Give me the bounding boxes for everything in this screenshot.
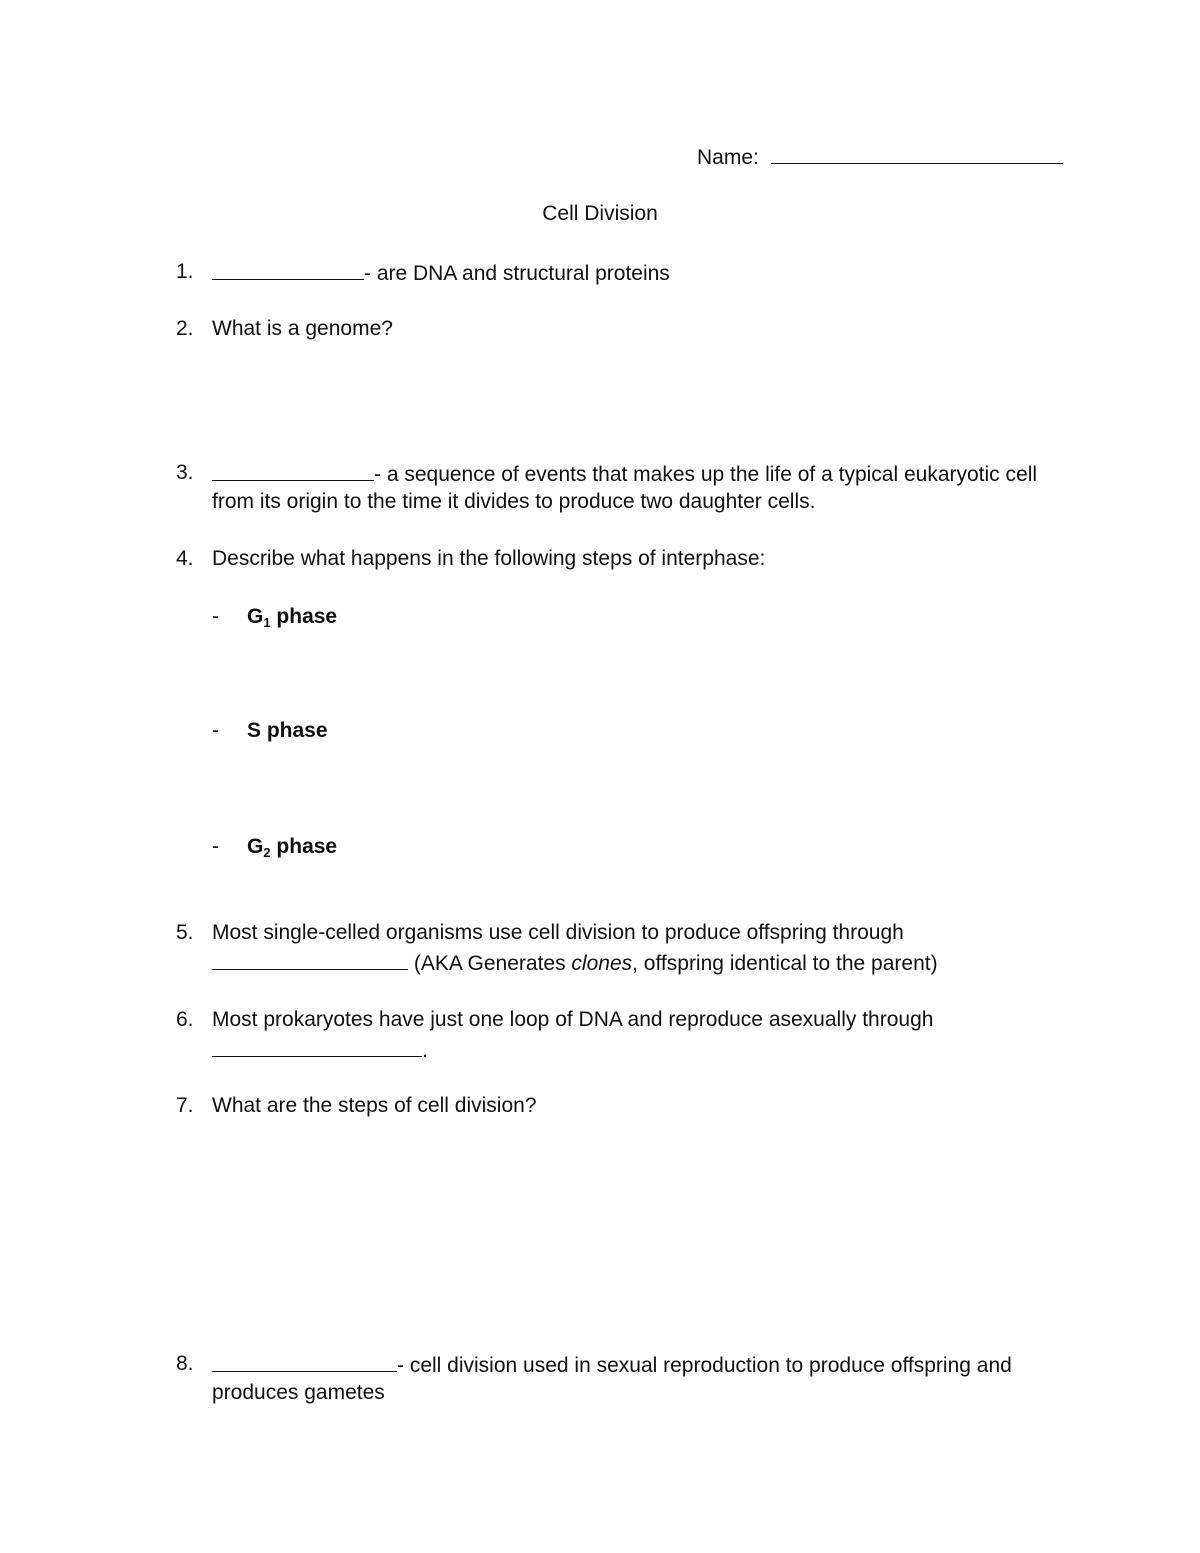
step-letter: S [247, 719, 262, 742]
question-6-line-2 [212, 1037, 428, 1063]
question-text: . [422, 1039, 428, 1062]
answer-blank[interactable] [212, 1037, 422, 1057]
question-number: 1. [176, 260, 194, 283]
question-number: 6. [176, 1008, 194, 1031]
question-3-line-1 [212, 461, 1037, 487]
step-s-phase [247, 719, 328, 743]
question-number: 8. [176, 1352, 194, 1375]
bullet-dash: - [212, 605, 219, 628]
question-number: 5. [176, 921, 194, 944]
question-6-line-1: Most prokaryotes have just one loop of DNA and reproduce asexually through [212, 1008, 934, 1031]
question-text: - a sequence of events that makes up the life of a typical eukaryotic cell [374, 463, 1038, 486]
answer-blank[interactable] [212, 260, 364, 280]
question-3-line-2: from its origin to the time it divides to produce two daughter cells. [212, 490, 816, 513]
question-text: , offspring identical to the parent) [632, 952, 938, 975]
step-letter: G [247, 605, 264, 628]
question-8-line-2: produces gametes [212, 1381, 385, 1404]
question-text: (AKA Generates [408, 952, 572, 975]
question-text: - are DNA and structural proteins [364, 262, 670, 285]
step-subscript: 2 [263, 845, 271, 860]
name-label: Name: [697, 146, 759, 169]
italic-term: clones [571, 952, 633, 975]
step-label: phase [261, 719, 328, 742]
question-1 [212, 260, 670, 286]
step-g2-phase [247, 835, 337, 859]
bullet-dash: - [212, 835, 219, 858]
question-number: 3. [176, 461, 194, 484]
answer-blank[interactable] [212, 1352, 397, 1372]
step-g1-phase [247, 605, 337, 629]
answer-blank[interactable] [212, 461, 374, 481]
question-5-line-2 [212, 950, 938, 976]
question-4: Describe what happens in the following steps of interphase: [212, 547, 766, 570]
step-subscript: 1 [263, 615, 271, 630]
question-number: 2. [176, 317, 194, 340]
question-text: - cell division used in sexual reproduction to produce offspring and [397, 1354, 1012, 1377]
question-8-line-1 [212, 1352, 1012, 1378]
question-7: What are the steps of cell division? [212, 1094, 537, 1117]
step-label: phase [270, 605, 338, 628]
bullet-dash: - [212, 719, 219, 742]
step-label: phase [270, 835, 338, 858]
name-blank[interactable] [771, 144, 1063, 164]
name-field [697, 144, 1063, 170]
answer-blank[interactable] [212, 950, 408, 970]
page-title: Cell Division [542, 202, 658, 225]
question-5-line-1: Most single-celled organisms use cell division to produce offspring through [212, 921, 904, 944]
question-number: 4. [176, 547, 194, 570]
question-number: 7. [176, 1094, 194, 1117]
step-letter: G [247, 835, 264, 858]
question-2: What is a genome? [212, 317, 393, 340]
